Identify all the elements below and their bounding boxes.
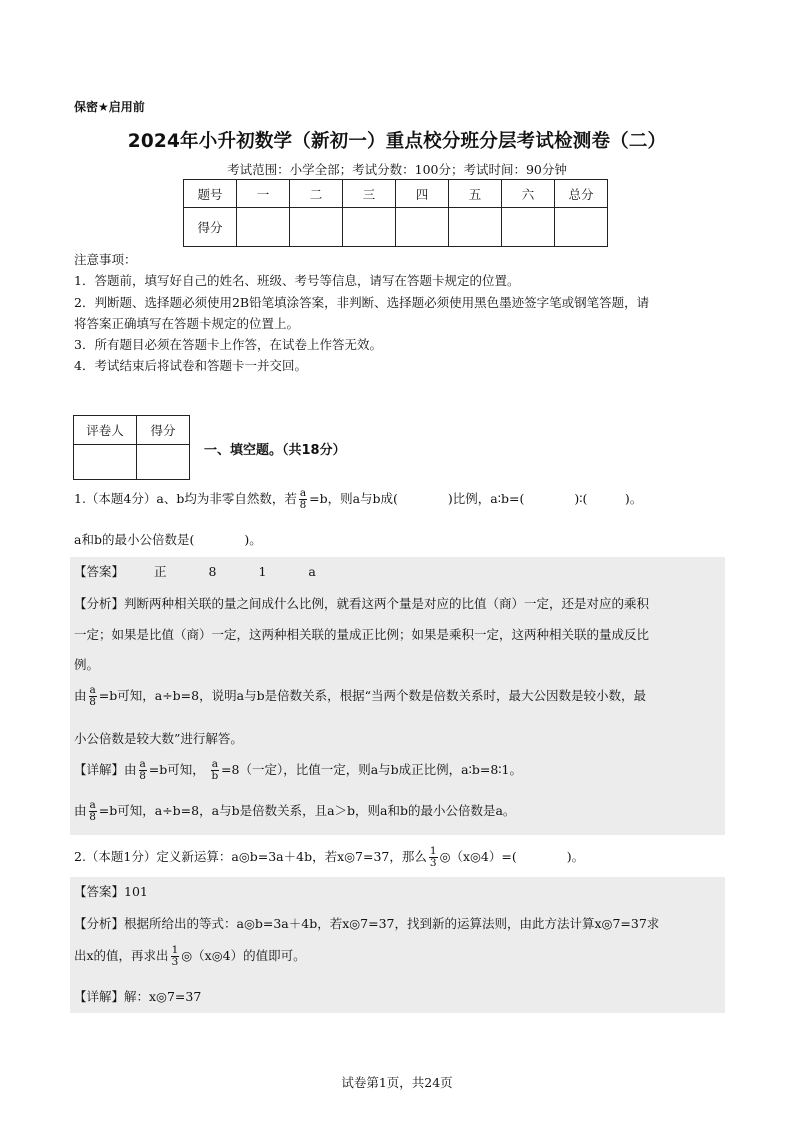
analysis-line	[74, 945, 306, 968]
score-blank-cell	[237, 208, 290, 247]
question-2	[74, 846, 584, 869]
fraction	[89, 800, 97, 823]
detail-line	[74, 800, 515, 823]
fraction-denominator: 8	[89, 811, 96, 823]
fraction	[139, 759, 147, 782]
fraction	[89, 685, 97, 708]
question-text: =b，则a与b成( )比例，a∶b=( )∶( )。	[309, 491, 643, 506]
grader-reviewer-header: 评卷人	[74, 416, 137, 445]
analysis-line	[74, 685, 646, 708]
score-header-cell: 二	[290, 180, 343, 208]
fraction	[171, 945, 180, 968]
analysis-line: 【分析】判断两种相关联的量之间成什么比例，就看这两个量是对应的比值（商）一定，还是对应的乘积	[74, 596, 650, 611]
score-row-label: 得分	[184, 208, 237, 247]
exam-meta: 考试范围：小学全部；考试分数：100分；考试时间：90分钟	[227, 162, 567, 177]
detail-line: 【详解】解：x◎7=37	[74, 989, 202, 1004]
notes-item: 3．所有题目必须在答题卡上作答，在试卷上作答无效。	[74, 337, 382, 353]
answer-value: a	[308, 564, 316, 579]
fraction-numerator: a	[89, 799, 96, 811]
fraction-denominator: 3	[171, 956, 179, 968]
page-title: 2024年小升初数学（新初一）重点校分班分层考试检测卷（二）	[127, 131, 667, 152]
score-table	[183, 179, 608, 247]
confidential-label: 保密★启用前	[74, 100, 145, 114]
analysis-line: 一定；如果是比值（商）一定，这两种相关联的量成正比例；如果是乘积一定，这两种相关联的量成反比	[74, 627, 650, 642]
score-blank-cell	[396, 208, 449, 247]
fraction-numerator: a	[211, 758, 219, 770]
analysis-line: 【分析】根据所给出的等式：a◎b=3a＋4b，若x◎7=37，找到新的运算法则，由此方法计算x◎7=37求	[74, 916, 660, 931]
score-header-cell: 三	[343, 180, 396, 208]
fraction	[211, 759, 219, 782]
text: =b可知，	[148, 762, 205, 777]
answer-label: 【答案】	[74, 564, 125, 579]
answer-block-1	[70, 557, 725, 835]
text: ◎（x◎4）的值即可。	[181, 948, 306, 963]
text: =b可知，a÷b=8，a与b是倍数关系，且a＞b，则a和b的最小公倍数是a。	[98, 803, 516, 818]
question-text: 2.（本题1分）定义新运算：a◎b=3a＋4b，若x◎7=37，那么	[74, 849, 427, 864]
text: =b可知，a÷b=8，说明a与b是倍数关系，根据“当两个数是倍数关系时，最大公因数是较小数，最	[98, 688, 646, 703]
fraction	[299, 488, 307, 511]
grader-table	[73, 415, 190, 480]
notes-item: 4．考试结束后将试卷和答题卡一并交回。	[74, 358, 307, 374]
question-text: ◎（x◎4）=( )。	[439, 849, 585, 864]
text: 由	[74, 803, 87, 818]
analysis-line: 小公倍数是较大数”进行解答。	[74, 731, 243, 746]
fraction-numerator: a	[299, 487, 307, 499]
score-blank-cell	[343, 208, 396, 247]
text: 【详解】由	[74, 762, 137, 777]
fraction-numerator: a	[89, 684, 96, 696]
fraction-denominator: 8	[89, 696, 96, 708]
score-header-cell: 一	[237, 180, 290, 208]
notes-item: 将答案正确填写在答题卡规定的位置上。	[74, 315, 300, 331]
score-blank-cell	[502, 208, 555, 247]
score-blank-cell	[555, 208, 608, 247]
grader-blank-cell	[74, 445, 137, 480]
notes-block	[74, 249, 724, 377]
answer-block-2	[70, 877, 725, 1013]
score-header-cell: 五	[449, 180, 502, 208]
score-blank-cell	[449, 208, 502, 247]
fraction-denominator: 8	[299, 499, 307, 511]
text: 由	[74, 688, 87, 703]
question-1	[74, 488, 642, 511]
fraction-denominator: b	[211, 770, 219, 782]
question-1-line-2: a和b的最小公倍数是( )。	[74, 532, 262, 547]
notes-title: 注意事项：	[74, 252, 137, 267]
score-header-cell: 四	[396, 180, 449, 208]
fraction-numerator: 1	[429, 845, 437, 857]
text: 出x的值，再求出	[74, 948, 169, 963]
notes-item: 1．答题前，填写好自己的姓名、班级、考号等信息，请写在答题卡规定的位置。	[74, 273, 520, 289]
score-header-cell: 题号	[184, 180, 237, 208]
fraction-denominator: 3	[429, 857, 437, 869]
answer-value: 8	[208, 564, 217, 579]
grader-score-header: 得分	[137, 416, 190, 445]
analysis-line: 例。	[74, 657, 100, 672]
fraction-numerator: a	[139, 758, 146, 770]
question-text: 1.（本题4分）a、b均为非零自然数，若	[74, 491, 297, 506]
score-header-cell: 总分	[555, 180, 608, 208]
fraction-numerator: 1	[171, 944, 179, 956]
answer-value: 1	[258, 564, 267, 579]
text: =8（一定），比值一定，则a与b成正比例，a∶b=8∶1。	[221, 762, 523, 777]
detail-line	[74, 759, 522, 782]
score-blank-cell	[290, 208, 343, 247]
answer-row: 【答案】101	[74, 884, 148, 899]
answer-value: 正	[154, 564, 167, 579]
score-header-cell: 六	[502, 180, 555, 208]
notes-item: 2．判断题、选择题必须使用2B铅笔填涂答案，非判断、选择题必须使用黑色墨迹签字笔或钢笔答题，请	[74, 294, 650, 310]
grader-blank-cell	[137, 445, 190, 480]
page-footer: 试卷第1页，共24页	[341, 1075, 453, 1090]
fraction-denominator: 8	[139, 770, 146, 782]
fraction	[429, 846, 438, 869]
section-heading: 一、填空题。（共18分）	[204, 443, 346, 458]
answer-row	[74, 562, 316, 580]
